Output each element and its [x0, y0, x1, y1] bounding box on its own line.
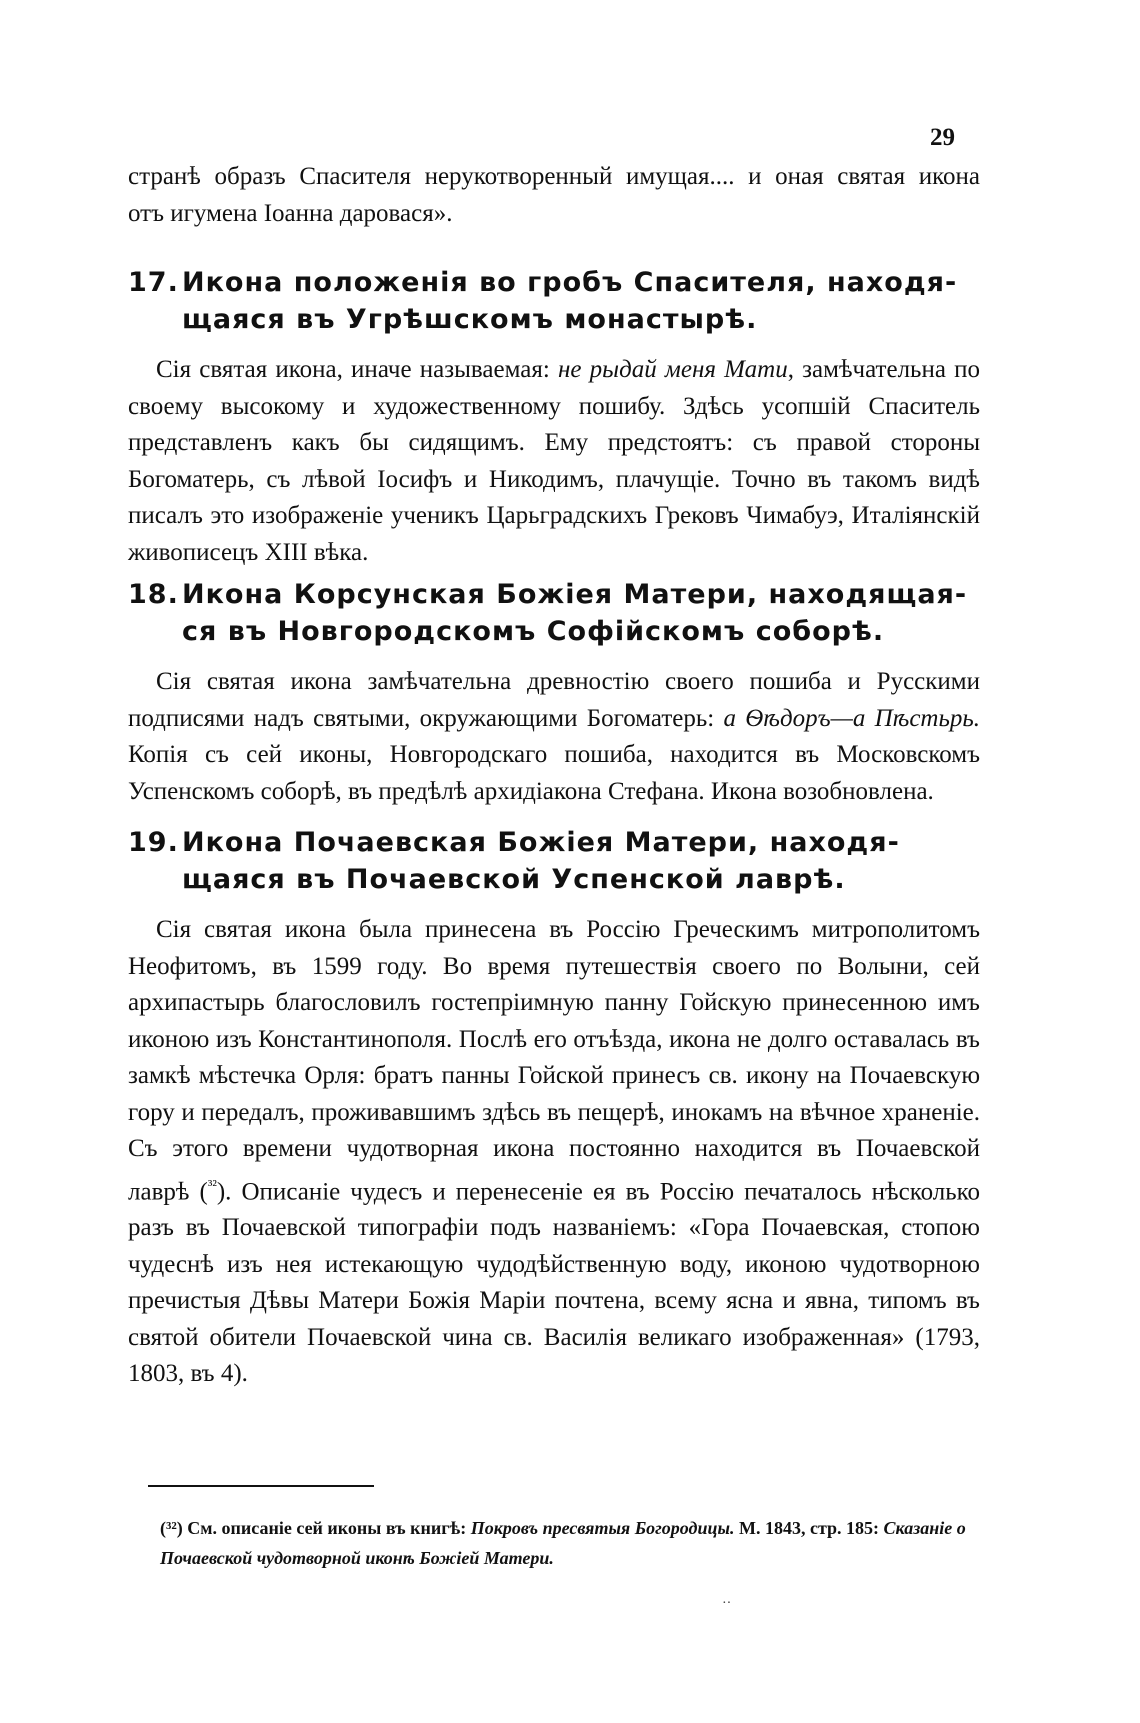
- section-19-number: 19.: [128, 827, 179, 858]
- section-19-heading-line-1: Икона Почаевская Божіея Матери, находя-: [182, 827, 900, 858]
- section-18-body: [128, 664, 980, 810]
- section-18-number: 18.: [128, 579, 179, 610]
- section-17-body-italic: не рыдай меня Мати: [557, 356, 788, 383]
- section-18-body-end: Копія съ сей иконы, Новгородскаго пошиба, находится въ Московскомъ Успенскомъ соборѣ, въ предѣлѣ архидіакона Стефана. Икона возобновлена.: [128, 741, 980, 805]
- footnote: [160, 1513, 990, 1573]
- section-19-heading-line-2: щаяся въ Почаевской Успенской лаврѣ.: [182, 864, 846, 895]
- section-19-body-end: ). Описаніе чудесъ и перенесеніе ея въ Россію печаталось нѣсколько разъ въ Почаевской типографіи подъ названіемъ: «Гора Почаевская, стопою чудеснѣ изъ нея истекающую чудодѣйственную воду, иконою чудотворною пречистыя Дѣвы Матери Божія Маріи почтена, всему ясна и явна, типомъ въ святой обители Почаевской чина св. Василія великаго изображенная» (1793, 1803, въ 4).: [128, 1177, 981, 1388]
- section-18-body-start: Сія святая икона замѣчательна древностію своего пошиба и Русскими подписями надъ святыми, окружающими Богоматерь:: [128, 668, 980, 732]
- intro-paragraph: [128, 158, 980, 232]
- section-17-body-end: , замѣчательна по своему высокому и художественному пошибу. Здѣсь усопшій Спаситель представленъ какъ бы сидящимъ. Ему предстоятъ: съ правой стороны Богоматерь, съ лѣвой Іосифъ и Никодимъ, плачущіе. Точно въ такомъ видѣ писалъ это изображеніе ученикъ Царьградскихъ Грековъ Чимабуэ, Италіянскій живописецъ XIII вѣка.: [128, 356, 980, 566]
- section-18-heading: [128, 576, 980, 650]
- footnote-text-start: См. описаніе сей иконы въ книгѣ:: [182, 1518, 471, 1538]
- section-18-body-italic: а Ѳѣдоръ—а Пѣстьрь.: [723, 704, 980, 732]
- page-number: 29: [930, 124, 955, 151]
- footnote-text-middle: М. 1843, стр. 185:: [734, 1518, 884, 1538]
- footnote-title-1: Покровъ пресвятыя Богородицы.: [470, 1518, 735, 1538]
- section-17-heading: [128, 264, 980, 338]
- intro-line-2: отъ игумена Іоанна даровася».: [128, 200, 453, 227]
- section-17-body-start: Сія святая икона, иначе называемая:: [156, 356, 558, 383]
- section-18-heading-line-2: ся въ Новгородскомъ Софійскомъ соборѣ.: [182, 616, 885, 647]
- section-17-heading-line-2: щаяся въ Угрѣшскомъ монастырѣ.: [182, 304, 758, 335]
- section-19-footnote-ref[interactable]: ³²: [207, 1177, 217, 1194]
- footnote-title-2: Сказаніе о Почаевской чудотворной иконѣ Божіей Матери.: [160, 1518, 966, 1568]
- footnote-divider: [148, 1485, 374, 1487]
- section-17-number: 17.: [128, 267, 179, 298]
- section-17-heading-line-1: Икона положенія во гробъ Спасителя, находя-: [182, 267, 958, 298]
- section-19-body: [128, 912, 980, 1393]
- section-17-body: [128, 352, 980, 571]
- section-18-heading-line-1: Икона Корсунская Божіея Матери, находящая-: [182, 579, 968, 610]
- section-19-heading: [128, 824, 980, 898]
- footnote-mark: (³²): [160, 1518, 183, 1538]
- intro-line-1: странѣ образъ Спасителя нерукотворенный имущая.... и оная святая икона: [128, 163, 980, 190]
- ink-speck: ··: [722, 1596, 732, 1611]
- section-19-body-start: Сія святая икона была принесена въ Россію Греческимъ митрополитомъ Неофитомъ, въ 1599 году. Во время путешествія своего по Волыни, сей архипастырь благословилъ гостепріимную панну Гойскую принесенною имъ иконою изъ Константинополя. Послѣ его отъѣзда, икона не долго оставалась въ замкѣ мѣстечка Орля: братъ панны Гойской принесъ св. икону на Почаевскую гору и передалъ, проживавшимъ здѣсь въ пещерѣ, инокамъ на вѣчное храненіе. Съ этого времени чудотворная икона постоянно находится въ Почаевской лаврѣ (: [128, 916, 980, 1205]
